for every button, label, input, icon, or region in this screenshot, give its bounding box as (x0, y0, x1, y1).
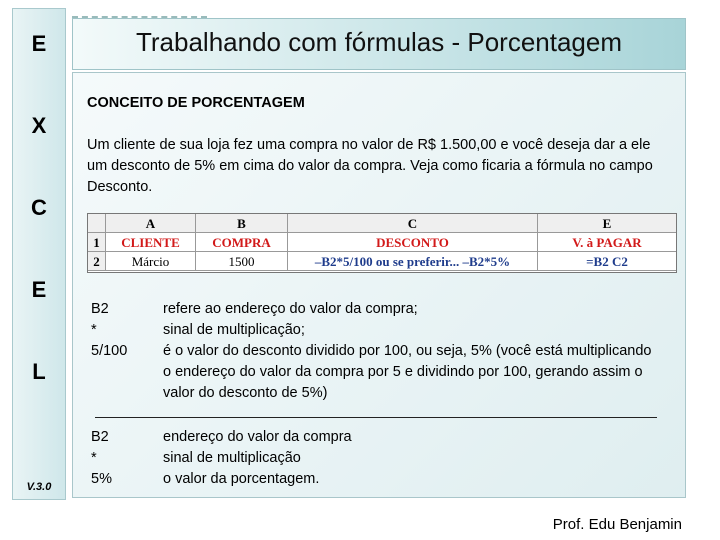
sidebar-letter-e: E (31, 31, 47, 56)
sheet-cell-a2: Márcio (106, 252, 196, 271)
sheet-cell-e1: V. à PAGAR (538, 233, 676, 252)
version-label: V.3.0 (26, 481, 52, 493)
definition-desc: sinal de multiplicação; (163, 322, 305, 338)
left-sidebar (12, 8, 66, 500)
sheet-column-header-row (88, 214, 676, 233)
sheet-column-a: A (106, 214, 196, 233)
definition-desc: o valor da porcentagem. (163, 471, 320, 487)
page-title: Trabalhando com fórmulas - Porcentagem (135, 27, 623, 57)
sheet-cell-a1: CLIENTE (106, 233, 196, 252)
sheet-cell-c1: DESCONTO (288, 233, 538, 252)
sheet-column-b: B (196, 214, 288, 233)
spreadsheet-example (87, 213, 677, 273)
sheet-cell-b2: 1500 (196, 252, 288, 271)
sheet-row-number: 1 (88, 233, 106, 252)
definition-term: * (91, 322, 97, 338)
sheet-row-2 (88, 252, 676, 271)
definition-desc: endereço do valor da compra (163, 429, 352, 445)
definition-desc: é o valor do desconto dividido por 100, ou seja, 5% (você está multiplicando o endereço do valor da compra por 5 e dividindo por 100, gerando assim o valor do desconto de 5%) (163, 343, 652, 401)
sheet-cell-e2: =B2 C2 (538, 252, 676, 271)
sidebar-letter-l: L (32, 359, 46, 384)
author-credit: Prof. Edu Benjamin (552, 516, 682, 533)
definition-term: * (91, 450, 97, 466)
sheet-column-e: E (538, 214, 676, 233)
sidebar-letter-x: X (31, 113, 47, 138)
intro-paragraph: Um cliente de sua loja fez uma compra no valor de R$ 1.500,00 e você deseja dar a ele um desconto de 5% em cima do valor da compra. Veja como ficaria a fórmula no campo Desconto. (87, 137, 653, 195)
definition-term: 5% (91, 471, 112, 487)
content-panel (72, 72, 686, 498)
title-bar (72, 18, 686, 70)
section-heading: CONCEITO DE PORCENTAGEM (87, 95, 305, 111)
divider (95, 417, 657, 418)
definition-term: 5/100 (91, 343, 128, 359)
sheet-cell-b1: COMPRA (196, 233, 288, 252)
sheet-corner-cell (88, 214, 106, 233)
definition-desc: sinal de multiplicação (163, 450, 301, 466)
sheet-cell-c2: –B2*5/100 ou se preferir... –B2*5% (288, 252, 538, 271)
sidebar-letter-c: C (31, 195, 47, 220)
sidebar-letter-e2: E (31, 277, 47, 302)
definition-term: B2 (91, 301, 109, 317)
definition-term: B2 (91, 429, 109, 445)
sheet-row-number: 2 (88, 252, 106, 271)
sheet-row-1 (88, 233, 676, 252)
definition-desc: refere ao endereço do valor da compra; (163, 301, 418, 317)
sheet-column-c: C (288, 214, 538, 233)
